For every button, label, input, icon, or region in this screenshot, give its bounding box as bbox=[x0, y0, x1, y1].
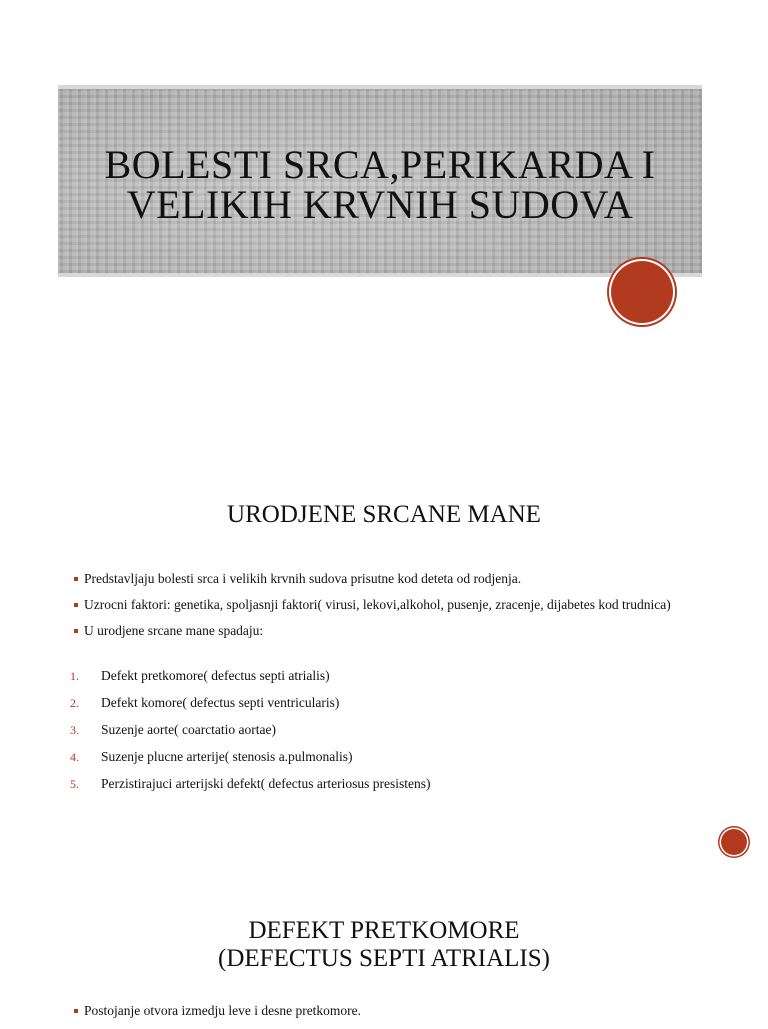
list-item: Postojanje otvora izmedju leve i desne pretkomore. bbox=[72, 1003, 702, 1019]
list-number: 5. bbox=[70, 777, 79, 791]
title-banner bbox=[58, 85, 702, 277]
red-circle-icon bbox=[721, 829, 747, 855]
title-line-1: BOLESTI SRCA,PERIKARDA I bbox=[104, 142, 656, 187]
list-item bbox=[70, 722, 700, 738]
list-number: 4. bbox=[70, 750, 79, 764]
content-slide-urodjene-mane bbox=[0, 450, 768, 850]
heading-line-1: DEFEKT PRETKOMORE bbox=[248, 917, 520, 944]
list-number: 3. bbox=[70, 723, 79, 737]
red-circle-icon bbox=[611, 261, 673, 323]
list-item bbox=[70, 668, 700, 684]
content-slide-defekt-pretkomore bbox=[0, 860, 768, 1024]
heading-line-2: (DEFECTUS SEPTI ATRIALIS) bbox=[218, 945, 550, 972]
title-line-2: VELIKIH KRVNIH SUDOVA bbox=[126, 182, 634, 227]
list-text: Suzenje aorte( coarctatio aortae) bbox=[101, 722, 277, 737]
slide-heading bbox=[0, 917, 768, 973]
list-item bbox=[70, 749, 700, 765]
list-item: U urodjene srcane mane spadaju: bbox=[72, 623, 702, 639]
bullet-list bbox=[72, 1003, 702, 1029]
list-text: Perzistirajuci arterijski defekt( defectus arteriosus presistens) bbox=[101, 776, 431, 791]
slide-heading: URODJENE SRCANE MANE bbox=[227, 501, 541, 528]
list-item: Predstavljaju bolesti srca i velikih krvnih sudova prisutne kod deteta od rodjenja. bbox=[72, 571, 702, 587]
list-item bbox=[70, 695, 700, 711]
title-slide bbox=[0, 0, 768, 440]
list-number: 1. bbox=[70, 669, 79, 683]
list-item: Uzrocni faktori: genetika, spoljasnji faktori( virusi, lekovi,alkohol, pusenje, zracenje, dijabetes kod trudnica) bbox=[72, 597, 702, 613]
list-text: Defekt komore( defectus septi ventricularis) bbox=[101, 695, 340, 710]
list-number: 2. bbox=[70, 696, 79, 710]
bullet-list bbox=[72, 571, 702, 649]
numbered-list bbox=[70, 668, 700, 803]
list-item bbox=[70, 776, 700, 792]
slide-title bbox=[58, 142, 702, 227]
list-text: Defekt pretkomore( defectus septi atrialis) bbox=[101, 668, 330, 683]
list-text: Suzenje plucne arterije( stenosis a.pulmonalis) bbox=[101, 749, 353, 764]
